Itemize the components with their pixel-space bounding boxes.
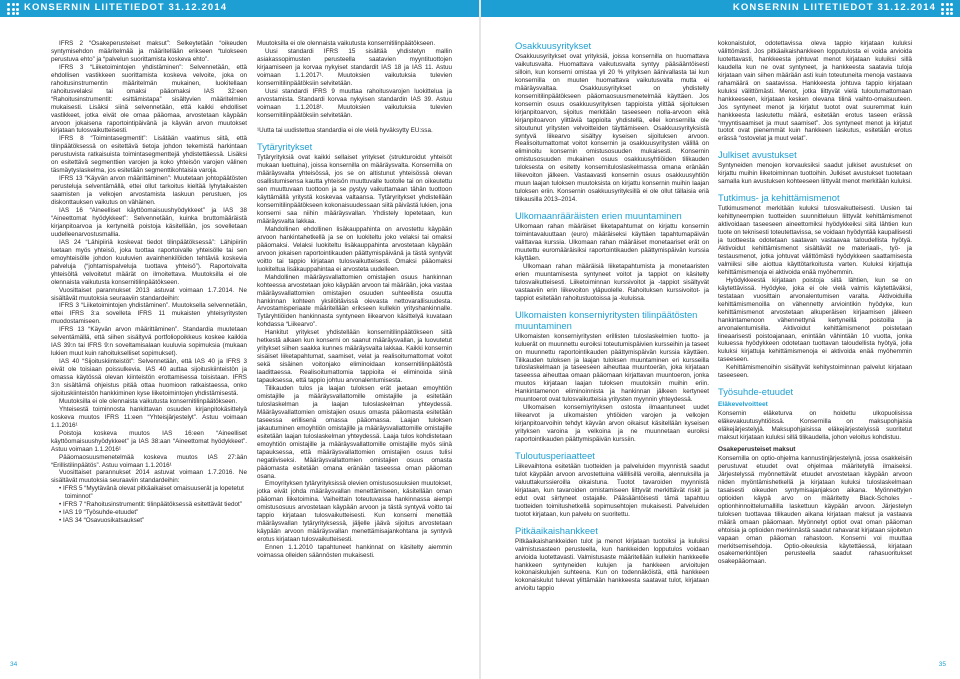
section-heading-osakkuusyritykset: Osakkuusyritykset bbox=[515, 40, 592, 51]
paragraph: IFRS 3 “Liiketoimintojen yhdistäminen”. Muutoksella selvennetään, ettei IFRS 3:a sovelleta IFRS 11 mukaisten yhteisyritysten muodostamiseen. bbox=[51, 302, 247, 326]
paragraph: Osakkuusyritykset ovat yrityksiä, joissa konsernilla on huomattava vaikutusvalta. Huomattava vaikutusvalta syntyy pääsääntöisesti silloin, kun konserni omistaa yli 20 % yrityksen äänivallasta tai kun konsernilla on muuten huomattava vaikutusvalta mutta ei määräysvaltaa. Osakkuusyritykset on yhdistelty konsernitilinpäätökseen pääomaosuusmenetelmää käyttäen. Jos konsernin osuus osakkuusyrityksen tappioista ylittää sijoituksen kirjanpitoarvon, sijoitus merkitään taseeseen nolla-arvoon eikä kirjanpitoarvon ylittäviä tappioita yhdistellä, ellei konsernilla ole sitoutunut yritysten velvoitteiden täyttämiseen. Osakkuusyrityksistä syntyvä liikearvo sisältyy kyseisen sijoituksen arvoon. Realisoitumattomat voitot konsernin ja osakkuusyritysten välillä on eliminoitu konsernin omistusosuuden mukaisesti. Konsernin omistusosuuden mukainen osuus osakkuusyhtiöiden tilikauden tuloksesta on esitetty konsernituloslaskelmassa omana eränään liikevoiton jälkeen. Vastaavasti konsernin osuus osakkuusyhtiön muun laajan tuloksen muutoksista on kirjattu konsernin muihin laajan tuloksen eriin. Konsernin osakkuusyrityksillä ei ole ollut tällaisia eriä tilikausilla 2013–2014. bbox=[515, 53, 709, 204]
paragraph: IAS 24 “Lähipiiriä koskevat tiedot tilinpäätöksessä”: Lähipiiriin luetaan myös yhteisö, joka tuottaa raportoivalle yhteisölle tai sen emoyhteisölle johdon kuuluvien avainhenkilöiden tehtäviä koskevia palveluja (“johtamispalveluja tuottava yhteisö”). Raportoivalta yhteisöltä velvoitetut määrät on ilmoitettava. Muutoksilla ei ole olennaista vaikutusta konsernitilinpäätökseen. bbox=[51, 238, 247, 286]
dots-logo-icon bbox=[7, 3, 19, 15]
list-item: • IFRS 5 “Myytävänä olevat pitkäaikaiset omaisuuserät ja lopetetut toiminnot” bbox=[59, 485, 244, 501]
paragraph: Konsernin eläketurva on hoidettu ulkopuolisissa eläkevakuutusyhtiöissä. Konsernilla on maksupohjaisia eläkejärjestelyjä. Maksupohjaisissa eläkejärjestelyissä suoritetut maksut kirjataan kuluksi sillä tilikaudella, johon veloitus kohdistuu. bbox=[718, 410, 912, 442]
paragraph: Yhteisestä toiminnosta hankittavan osuuden kirjanpitokäsittelyä koskeva muutos IFRS 11:een “Yhteisjärjestelyt”. Astuu voimaan 1.1.2016¹ bbox=[51, 405, 247, 429]
paragraph: Mahdollinen määräysvallattomien omistajien osuus hankinnan kohteessa arvostetaan joko käypään arvoon tai määrään, joka vastaa määräysvallattomien omistajien osuuden suhteellista osuutta hankinnan kohteen yksilöitävissä olevasta nettovarallisuudesta. Arvostamisperiaate määritellään erikseen kullekin yrityshankinnalle. Tytäryhtiöiden hankinnasta syntyneen liikearvon käsittelyä kuvataan kohdassa “Liikearvo”. bbox=[257, 273, 452, 329]
paragraph: Kehittämismenoihin sisältyvät kehitystoiminnan palvelut kirjataan taseeseen. bbox=[718, 364, 912, 380]
paragraph: Vuosittaiset parannukset 2014 astuvat voimaan 1.7.2016. Ne sisältävät muutoksia seuraaviin standardeihin: bbox=[51, 469, 247, 485]
section-heading-tyosuhde-etuudet: Työsuhde-etuudet bbox=[718, 386, 794, 398]
header-title-right: KONSERNIN LIITETIEDOT 31.12.2014 bbox=[732, 2, 936, 13]
paragraph: Ulkomaisen konserniyrityksen ostosta ilmaantuneet uudet liikearvot ja ulkomaisten yhtiöiden varojen ja velkojen kirjanpitoarvoihin tehdyt käyvän arvon oikaisut käsitellään kyseisen yrityksen varoina ja velkoina ja ne muunnetaan euroiksi raportointikauden päättymispäivän kurssiin. bbox=[515, 404, 709, 444]
paragraph: Vuosittaiset parannukset 2013 astuvat voimaan 1.7.2014. Ne sisältävät muutoksia seuraaviin standardeihin: bbox=[51, 286, 247, 302]
paragraph: Uusi standardi IFRS 15 sisältää yhdistetyn mallin asiakassopimusten perusteella saatavien myyntituottojen kirjaamiseen ja korvaa nykyiset standardit IAS 18 ja IAS 11. Astuu voimaan 1.1.2017¹. Muutoksien vaikutuksia tulevien konsernitilinpäätöksiin selvitetään. bbox=[257, 47, 452, 87]
paragraph: Mahdollinen ehdollinen lisäkauppahinta on arvostettu käypään arvoon hankintahetkellä ja se on luokiteltu joko velaksi tai omaksi pääomaksi. Velaksi luokiteltu lisäkauppahinta arvostetaan käypään arvoon jokaisen raportointikauden päättymispäivänä ja tästä syntyvät voitto tai tappio kirjataan tulosvaikutteisesti. Omaksi pääomaksi luokiteltua lisäkauppahintaa ei arvosteta uudelleen. bbox=[257, 225, 452, 273]
header-bar-right bbox=[481, 0, 960, 17]
paragraph: IFRS 8 “Toimintasegmentit”: Lisätään vaatimus siitä, että tilinpäätöksessä on esitettävä tietoja johdon tekemistä harkintaan perustuvista ratkaisuista toimintasegmenttejä yhdistettäessä. Lisäksi on esitettävä segmenttien varojen ja koko yhteisön varojen välinen täsmäytyslaskelma, jos esitetään segmenttikohtaisia varoja. bbox=[51, 135, 247, 175]
paragraph: Hankitut yritykset yhdistellään konsernitilinpäätökseen siitä hetkestä alkaen kun konserni on saanut määräysvallan, ja luovutetut yritykset siihen saakka kunnes määräysvalta lakkaa. Kaikki konsernin sisäiset liiketapahtumat, saamiset, velat ja realisoitumattomat voitot sekä sisäinen voitonjako eliminoidaan konsernitilinpäätöstä laadittaessa. Realisoitumattomia tappioita ei eliminoida siinä tapauksessa, että tappio johtuu arvonalentumisesta. bbox=[257, 329, 452, 385]
paragraph: Konsernilla on optio-ohjelma kannustinjärjestelynä, jossa osakkeisiin perustuvat etuudet ovat ohjelmaa määritetyllä ilmaiseksi. Järjestelyssä myönnettävät etuudet arvostetaan käypään arvoon niiden myöntämishetkellä ja kirjataan kuluksi tuloslaskelmaan tasaisesti oikeuden syntymisajanjakson aikana. Myönnettyjen optioiden käypä arvo on määritetty Black-Scholes -optionhinnoittelumallilla laskettuun käypään arvoon. Järjestelyn tuloksen tuottavaa tilikauden aikana kirjataan maksut ja vastaava määrä omaan pääomaan. Myönnetyt optiot ovat oman pääoman ehtoisia ja optioiden merkinnästä saadut rahavarat kirjataan sijoitetun vapaan oman pääoman rahastoon. Konserni voi muuttaa merkitsemisehdoja. Optio-oikeuksia käytettäessä, kirjataan osakemerkintöjen perusteella saadut rahasuoritukset osakepääomaan. bbox=[718, 455, 912, 566]
paragraph: Muutoksilla ei ole olennaista vaikutusta konsernitilinpäätökseen. bbox=[59, 397, 238, 405]
paragraph: kokonaistulot, odotettavissa oleva tappio kirjataan kuluksi välittömästi. Jos pitkäaikaishankkeen lopputulosta ei voida arvioida luotettavasti, hankkeesta johtuvat menot kirjataan kuluiksi sillä kaudella kun ne ovat syntyneet, ja hankkeesta saatavia tuloja kirjataan vain siihen määrään asti kuin toteutuneita menoja vastaava rahamäärä on saatavissa. Hankkeesta johtuva tappio kirjataan kuluksi välittömästi. Menot, jotka liittyvät vielä tuloutumattomaan hankkeeseen, kirjataan kesken olevana tilinä vaihto-omaisuuteen. Jos syntyneet menot ja kirjatut tuotot ovat suuremmat kuin hankkeesta laskutettu määrä, esitetään erotus taseen erässä “myyntisaamiset ja muut saamiset”. Jos syntyneet menot ja kirjatut tuotot ovat pienemmät kuin hankkeen laskutus, esitetään erotus erässä “ostovelat ja muut velat”. bbox=[718, 40, 912, 143]
page-number-right: 35 bbox=[938, 661, 946, 668]
paragraph: Syntyneiden menojen korvauksiksi saadut julkiset avustukset on kirjattu muihin liiketoiminnan tuottoihin. Julkiset avustukset tuotetaan samalla kun avustuksen kohteeseen liittyvät menot merkitään kuluksi. bbox=[718, 162, 912, 186]
paragraph: Poistoja koskeva muutos IAS 16:een “Aineelliset käyttöomaisuushyödykkeet” ja IAS 38:aan “Aineettomat hyödykkeet”. Astuu voimaan 1.1.2016¹ bbox=[51, 429, 247, 453]
subheading-elakevelvoitteet: Eläkevelvoitteet bbox=[718, 401, 768, 409]
list-item: • IAS 19 “Työsuhde-etuudet” bbox=[59, 509, 139, 517]
section-heading-konserniyritykset: Ulkomaisten konserniyritysten tilinpäätösten muuntaminen bbox=[515, 308, 698, 331]
section-heading-julkiset-avustukset: Julkiset avustukset bbox=[718, 149, 797, 161]
paragraph: Muutoksilla ei ole olennaista vaikutusta konsernitilinpäätökseen. bbox=[257, 40, 436, 47]
paragraph: Tilikauden tulos ja laajan tuloksen erät jaetaan emoyhtiön omistajille ja määräysvallattomille omistajille ja esitetään tuloslaskelman ja laajan tuloslaskelman yhteydessä. Määräysvallattomien omistajien osuus omasta pääomasta esitetään taseessa erillisenä omassa pääomassa. Laajan tuloksen jakautuminen emoyhtiön omistajille ja määräysvallattomille omistajille esitetään laajan tuloslaskelman yhteydessä. Laaja tulos kohdistetaan emoyhtiön omistajille ja määräysvallattomille omistajille myös siinä tapauksessa, että määräysvallattomien omistajien osuus tulisi negatiiviseksi. Määräysvallattomien omistajien osuus omasta pääomasta esitetään omana eränään taseessa oman pääoman osana. bbox=[257, 385, 452, 480]
page-number-left: 34 bbox=[10, 661, 18, 668]
paragraph: IFRS 3 “Liiketoimintojen yhdistäminen”: Selvennetään, että ehdollisen vastikkeen suorittamista koskeva velvoite, joka on rahoitusinstrumentin määritelmän mukainen, luokitellaan rahoitusvelaksi tai omaksi pääomaksi IAS 32:een “Rahoitusinstrumentit: esittämistapa” sisältyvien määritelmien mukaisesti. Lisäksi siinä selvennetään, että kaikki ehdolliset vastikkeet, jotka eivät ole omaa pääomaa, arvostetaan käypään arvoon jokaisena raportointipäivänä ja käyvän arvon muutokset kirjataan tulosvaikutteisesti. bbox=[51, 63, 247, 135]
paragraph: Liikevaihtona esitetään tuotteiden ja palveluiden myynnistä saadut tulot käypään arvoon arvostettuina välillisillä veroilla, alennuksilla ja valuuttakurssieroilla oikaistuna. Tuotot tavaroiden myynnistä kirjataan, kun tavaroiden omistamiseen liittyvät merkittävät riskit ja edut ovat siirtyneet ostajalle. Pääsääntöisesti tämä tapahtuu tuotteiden toimitushetkellä sopimusehtojen mukaisesti. Palveluiden tuotot kirjataan, kun palvelu on suoritettu. bbox=[515, 462, 709, 518]
subheading-osakeperusteiset: Osakeperusteiset maksut bbox=[718, 446, 796, 454]
column-4 bbox=[718, 40, 912, 640]
header-title-left: KONSERNIN LIITETIEDOT 31.12.2014 bbox=[24, 2, 228, 13]
paragraph: Ulkomaan rahan määräiset liiketapahtumat on kirjattu konsernin toimintavaluuttaan (euro) määräiseksi käyttäen tapahtumapäivän valittavaa kurssia. Ulkomaan rahan määräiset monetaariset erät on muutettu euromääräisiksi raportointikauden päättymispäivän kurssia käyttäen. bbox=[515, 223, 709, 262]
paragraph: Emoyrityksen tytäryrityksissä olevien omistusosuuksien muutokset, jotka eivät johda määräysvallan menettämiseen, käsitellään oman pääoman liiketoimina. Vaiheittain toteutuvassa hankinnassa aiempi omistusosuus arvostetaan käypään arvoon ja tästä syntyvä voitto tai tappio kirjataan tulosvaikutteisesti. Kun konserni menettää määräysvallan tytäryrityksessä, jäljelle jäävä sijoitus arvostetaan käypään arvoon määräysvallan menettämisajankohtana ja syntyvä erotus kirjataan tulosvaikutteisesti. bbox=[257, 480, 452, 544]
paragraph: Ennen 1.1.2010 tapahtuneet hankinnat on käsitelty aiemmin voimassa olleiden säännösten mukaisesti. bbox=[257, 544, 452, 560]
paragraph: IFRS 13 “Käyvän arvon määrittäminen”. Standardia muutetaan selventämällä, että siihen sisältyvä portfoliopoikkeus koskee kaikkia IAS 39:n tai IFRS 9:n soveltamisalaan kuuluvia sopimuksia (mukaan lukien muut kuin rahoitukselliset sopimukset). bbox=[51, 326, 247, 358]
section-heading-tuloutusperiaatteet: Tuloutusperiaatteet bbox=[515, 449, 595, 461]
header-bar-left bbox=[0, 0, 479, 17]
section-heading-ulkomaan-erat: Ulkomaanrääräisten erien muuntaminen bbox=[515, 210, 682, 222]
page-gutter bbox=[479, 0, 481, 679]
standards-list bbox=[51, 485, 247, 525]
paragraph: IFRS 13 “Käyvän arvon määrittäminen”: Muutetaan johtopäätösten perusteluja selventämällä, ettei ollut tarkoitus kieltää lyhytaikaisten saamisten ja velkojen arvostamista laskuun perustuen, jos diskonttauksen vaikutus on vähäinen. bbox=[51, 175, 247, 207]
paragraph: Ulkomaan rahan määräisiä liiketapahtumista ja monetaaristen erien muuntamisesta syntyneet voitot ja tappiot on käsitelty tulosvaikutteisesti. Liiketoiminnan kurssivoitot ja -tappiot sisältyvät vastaaviin erin liikevoiton yläpuolelle. Rahoituksen kurssivoitot- ja tappiot esitetään rahoitustuotoissa ja -kuluissa. bbox=[515, 262, 709, 302]
column-1 bbox=[51, 40, 247, 650]
section-heading-tutkimus: Tutkimus- ja kehittämismenot bbox=[718, 192, 840, 204]
paragraph: Pitkäaikaishankkeiden tulot ja menot kirjataan tuotoiksi ja kuluiksi valmistusasteen perusteella, kun hankkeiden lopputulos voidaan arvioida luotettavasti. Valmistusaste määritellään kullekin hankkeelle hankkeen syntyneiden kulujen ja hankkeen arvioitujen kokonaiskulujen suhteena. Kun on todennäköistä, että hankkeen kokonaiskulut tulevat ylittämään hankkeesta saatavat tulot, kirjataan arvioitu tappio bbox=[515, 537, 709, 593]
column-3 bbox=[515, 40, 709, 640]
list-item: • IFRS 7 “Rahoitusinstrumentit: tilinpäätöksessä esitettävät tiedot” bbox=[59, 501, 242, 509]
paragraph: IAS 40 “Sijoituskiinteistöt”: Selvennetään, että IAS 40 ja IFRS 3 eivät ole toisiaan poissulkevia. IAS 40 auttaa sijoituskiinteistön ja omassa käytössä olevan kiinteistön erottamisessa toisistaan. IFRS 3:n sisältämä ohjeistus pitää ottaa huomioon ratkaistaessa, onko sijoituskiinteistön hankkiminen kyse liiketoimintojen yhdistämisestä. bbox=[51, 358, 247, 397]
paragraph: Ulkomaisten konserniyritysten erillisten tuloslaskelmien tuotto- ja kuluerät on muunnettu euroiksi toteutumispäivien kursseihin ja taseet on muunnettu raportointikauden päättymispäivän kurssia käyttäen. Tilikauden tuloksen ja laajan tuloksen muuntaminen eri kursseilla tuloslaskelmaan ja taseeseen aiheuttaa muuntoerän, joka kirjataan taseessa aiheuttaa omaan pääomaan kirjattavan muuntoeron, jonka muutos kirjataan laajan tuloksen muutoksiin muihin eriin. Hankintamenon eliminoinnista ja hankinnan jälkeen kertyneet muuntoerot ovat tulosvaikutteisia yritysten myynnin yhteydessä. bbox=[515, 332, 709, 404]
paragraph: IFRS 2 “Osakeperusteiset maksut”: Selkeytetään “oikeuden syntymisehdon määritelmää ja määritellään erikseen “tulokseen perustuva ehto” ja “palvelun suorittamista koskeva ehto”. bbox=[51, 40, 247, 63]
paragraph: Pääomaosuusmenetelmää koskeva muutos IAS 27:ään “Erillistilinpäätös”. Astuu voimaan 1.1.2016¹ bbox=[51, 453, 247, 469]
section-heading-tytaryritykset: Tytäryritykset bbox=[257, 141, 313, 153]
paragraph: Tutkimusmenot merkitään kuluksi tulosvaikutteisesti. Uusien tai kehittyneempien tuotteiden suunnitteluun liittyvät kehittämismenot aktivoidaan taseeseen aineettomiksi hyödykkeiksi siitä lähtien kun tuote on teknisesti toteutettavissa, se voidaan hyödyntää kaupallisesti ja tuotteesta odotetaan saatavan vastaavaa taloudellista hyötyä. Aktivoidut kehittämismenot sisältävät ne materiaali-, työ- ja testausmenot, jotka johtuvat välittömästi hyödykkeen saattamisesta valmiiksi sille aiottua käyttötarkoitusta varten. Kuluksi kirjattuja kehittämismenoja ei aktivoida enää myöhemmin. bbox=[718, 205, 912, 276]
paragraph: Uusi standardi IFRS 9 muuttaa rahoitusvarojen luokittelua ja arvostamista. Standardi korvaa nykyisen standardin IAS 39. Astuu voimaan 1.1.2018¹. Muutoksien vaikutuksia tulevien konsernitilinpäätöksiin selvitetään. bbox=[257, 87, 452, 119]
dots-logo-icon bbox=[941, 3, 953, 15]
list-item: • IAS 34 “Osavuosikatsaukset” bbox=[59, 517, 145, 525]
footnote: ¹Uutta tai uudistettua standardia ei ole vielä hyväksytty EU:ssa. bbox=[257, 127, 433, 135]
section-heading-pitkaaikaishankkeet: Pitkäaikaishankkeet bbox=[515, 524, 598, 536]
paragraph: IAS 16 “Aineelliset käyttöomaisuushyödykkeet” ja IAS 38 “Aineettomat hyödykkeet”: Selvennetään, kuinka bruttomääräistä kirjanpitoarvoa ja kertyneitä poistoja käsitellään, jos sovelletaan uudelleenarvostusmallia. bbox=[51, 207, 247, 238]
column-2 bbox=[257, 40, 452, 640]
paragraph: Tytäryrityksiä ovat kaikki sellaiset yritykset (strukturoidut yhteisöt mukaan luettuina), joissa konsernilla on määräysvalta. Konsernilla on määräysvalta yhteisössä, jos se on altistunut yhteisössä olevan osallistumisensa kautta yhteisön muuttuvalle tuotolle tai on oikeutettu sen muuttuvaan tuottoon ja se pystyy vaikuttamaan tähän tuottoon käyttämällä yritystä koskevaa valtaansa. Tytäryritykset yhdistellään konsernitilinpäätökseen kokonaisuudessaan siitä päivästä lukien, jona konserni saa niihin määräysvallan. Yhdistely lopetetaan, kun määräysvalta lakkaa. bbox=[257, 154, 452, 225]
paragraph: Hyödykkeestä kirjataan poistoja siitä lähtien, kun se on käytettävissä. Hyödyke, joka ei ole vielä valmis käytettäväksi, testataan vuosittain arvonalentumisen varalta. Aktivoiduilla kehittämismenoilla on vähennetty arviointikin hyödyke, kun kehittämismenot arvostetaan alkuperäisen kirjaamisen jälkeen hankintamenoon vähennettynä kertyneillä poistoilla ja arvonalentumisilla. Aktivoidut kehittämismenot poistetaan lineaarisesti poistoajanaan, enintään vähintään 10 vuotta, jonka kuluessa hyödykkeen odotetaan tuottavan taloudellista hyötyä, jolla kuluksi kirjattuja kehittämismenoja ei aktivoida enää myöhemmin taseeseen. bbox=[718, 276, 912, 364]
